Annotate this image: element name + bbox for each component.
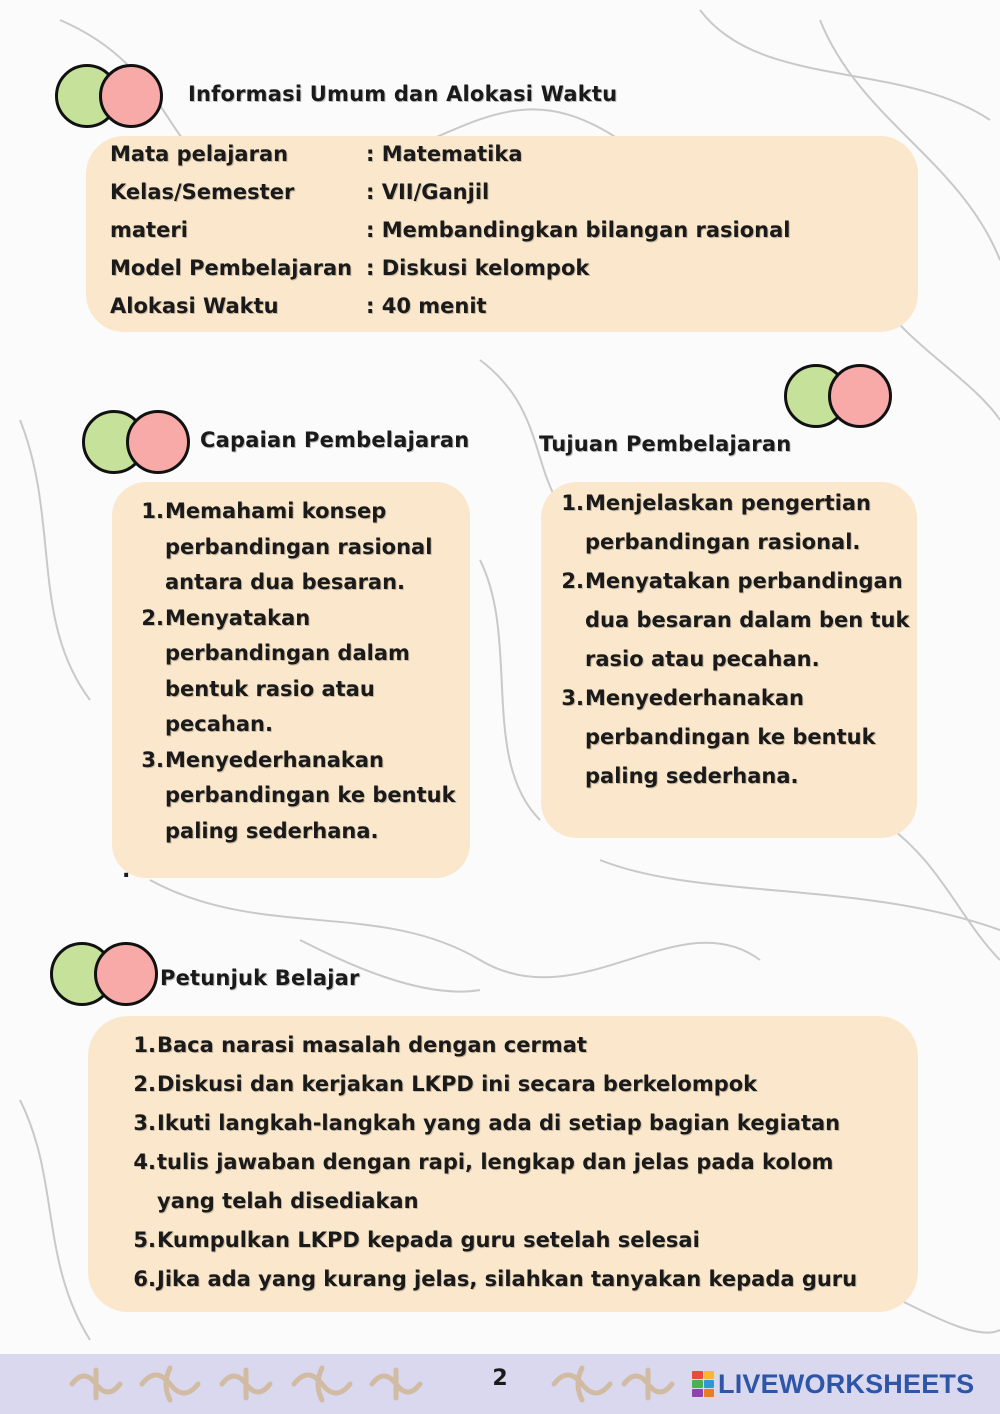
batik-ornament-icon [62,1362,462,1406]
list-item [88,1104,918,1143]
list-line: yang telah disediakan [157,1189,419,1213]
list-line: Menyederhanakan [585,686,804,710]
list-number: 1. [141,499,164,523]
section-marker-petunjuk [50,942,170,1012]
list-line: pecahan. [165,712,273,736]
capaian-heading: Capaian Pembelajaran [200,428,470,452]
list-item [112,601,470,743]
info-value: : VII/Ganjil [366,180,490,204]
list-item [541,679,917,796]
list-line: paling sederhana. [165,818,379,843]
info-heading: Informasi Umum dan Alokasi Waktu [188,82,618,106]
list-line: perbandingan rasional [165,534,433,559]
batik-ornament-icon [544,1362,684,1406]
list-item [88,1065,918,1104]
list-number: 1. [561,491,584,515]
list-line: Menyatakan perbandingan [585,569,903,593]
list-line: paling sederhana. [585,764,799,788]
pink-circle-icon [99,64,163,128]
list-line: Ikuti langkah-langkah yang ada di setiap bagian kegiatan [157,1111,841,1135]
list-item [541,484,917,562]
list-number: 3. [561,686,584,710]
list-line: Jika ada yang kurang jelas, silahkan tanyakan kepada guru [157,1267,858,1291]
info-row [86,142,886,180]
tujuan-box [541,482,917,838]
info-value: : Matematika [366,142,523,166]
list-item [88,1143,918,1221]
list-number: 3. [133,1111,156,1135]
brand-watermark [692,1366,974,1402]
info-label: Kelas/Semester [110,180,295,204]
pink-circle-icon [94,942,158,1006]
list-line: antara dua besaran. [165,570,406,594]
list-line: perbandingan dalam [165,641,410,665]
list-number: 4. [133,1150,156,1174]
info-row [86,294,886,332]
list-line: Baca narasi masalah dengan cermat [157,1033,587,1057]
info-label: materi [110,218,188,242]
list-item [112,743,470,850]
info-value: : Diskusi kelompok [366,256,590,280]
list-item [112,494,470,601]
list-line: Menjelaskan pengertian [585,491,872,515]
list-line: Menyatakan [165,605,311,630]
petunjuk-list [88,1026,918,1299]
section-marker-info [55,64,175,134]
tujuan-heading: Tujuan Pembelajaran [539,432,792,456]
list-line: Memahami konsep [165,499,387,523]
page-number: 2 [492,1366,508,1391]
capaian-box [112,482,470,878]
list-line: perbandingan ke bentuk [165,783,456,807]
list-number: 2. [133,1072,156,1096]
list-line: perbandingan ke bentuk [585,725,876,749]
list-item [541,562,917,679]
list-line: Kumpulkan LKPD kepada guru setelah selesai [157,1228,700,1252]
footer-band [0,1354,1000,1414]
list-line: bentuk rasio atau [165,676,375,701]
list-number: 1. [133,1033,156,1057]
brand-text: LIVEWORKSHEETS [718,1368,975,1399]
list-number: 6. [133,1267,156,1291]
list-line: rasio atau pecahan. [585,647,820,671]
section-marker-tujuan [784,364,904,434]
info-row [86,180,886,218]
list-item [88,1260,918,1299]
list-number: 2. [141,605,164,630]
list-line: perbandingan rasional. [585,530,861,554]
list-line: tulis jawaban dengan rapi, lengkap dan jelas pada kolom [157,1150,834,1174]
info-value: : 40 menit [366,294,487,318]
info-row [86,256,886,294]
info-row [86,218,886,256]
liveworksheets-logo-icon [692,1371,714,1397]
list-number: 2. [561,569,584,593]
tujuan-list [541,484,917,796]
stray-mark: . [122,858,131,883]
list-line: Diskusi dan kerjakan LKPD ini secara berkelompok [157,1072,758,1096]
info-box [86,136,918,332]
pink-circle-icon [828,364,892,428]
list-number: 3. [141,747,164,772]
info-value: : Membandingkan bilangan rasional [366,218,791,242]
petunjuk-heading: Petunjuk Belajar [160,966,360,990]
list-item [88,1221,918,1260]
section-marker-capaian [82,410,202,480]
list-line: Menyederhanakan [165,747,384,772]
capaian-list [112,494,470,849]
info-label: Model Pembelajaran [110,256,353,280]
info-label: Alokasi Waktu [110,294,279,318]
list-line: dua besaran dalam ben tuk [585,608,910,632]
petunjuk-box [88,1016,918,1312]
pink-circle-icon [126,410,190,474]
list-item [88,1026,918,1065]
info-label: Mata pelajaran [110,142,289,166]
list-number: 5. [133,1228,156,1252]
